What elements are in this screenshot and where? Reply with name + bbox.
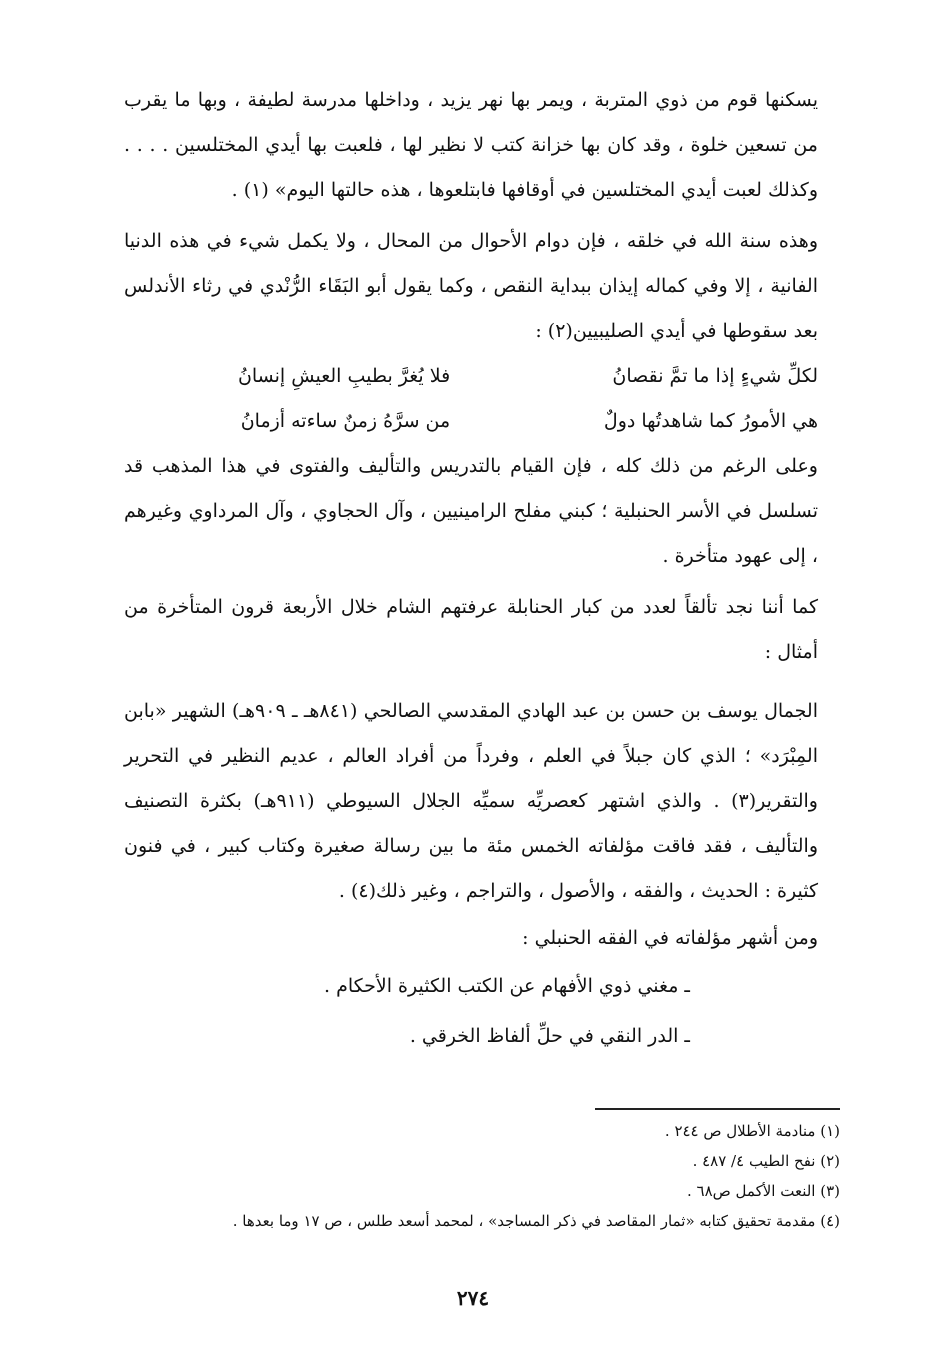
works-list-item: ـ مغني ذوي الأفهام عن الكتب الكثيرة الأحكام . [324,975,690,997]
poem-verse-1-second-hemistich: فلا يُغرَّ بطيبِ العيشِ إنسانُ [237,365,451,387]
works-list-item: ـ الدر النقي في حلِّ ألفاظ الخرقي . [409,1025,690,1047]
footnote-1: (١) منادمة الأطلال ص ٢٤٤ . [664,1122,840,1140]
paragraph-hanbali-scholars-intro: كما أننا نجد تألقاً لعدد من كبار الحنابلة عرفتهم الشام خلال الأربعة قرون المتأخرة من أمثال : [124,596,818,663]
works-list [124,961,818,1061]
paragraph-sunnat-allah: وهذه سنة الله في خلقه ، فإن دوام الأحوال من المحال ، ولا يكمل شيء في هذه الدنيا الفانية ، إلا وفي كماله إيذان ببداية النقص ، وكما يقول أبو البَقَاء الرُّنْدي في رثاء الأندلس بعد سقوطها في أيدي الصليبيين(٢) : [124,230,818,342]
poem-verse-1-first-hemistich: لكلِّ شيءٍ إذا ما تمَّ نقصانُ [612,365,818,387]
footnotes [120,1116,840,1236]
poem-rundi-elegy [124,354,818,444]
footnote-4: (٤) مقدمة تحقيق كتابه «ثمار المقاصد في ذكر المساجد» ، لمحمد أسعد طلس ، ص ١٧ وما بعدها . [232,1212,840,1230]
paragraph-works-heading: ومن أشهر مؤلفاته في الفقه الحنبلي : [522,927,818,949]
paragraph-hanbali-families: وعلى الرغم من ذلك كله ، فإن القيام بالتدريس والتأليف والفتوى في هذا المذهب قد تسلسل في الأسر الحنبلية ؛ كبني مفلح الرامينيين ، وآل الحجاوي ، وآل المرداوي وغيرهم ، إلى عهود متأخرة . [124,455,818,567]
poem-verse-2-first-hemistich: هي الأمورُ كما شاهدتُها دولٌ [603,410,818,432]
page-number: ٢٧٤ [456,1286,490,1310]
footnote-separator [595,1108,840,1110]
poem-verse-1 [124,354,818,399]
paragraph-madrasa-description: يسكنها قوم من ذوي المتربة ، ويمر بها نهر يزيد ، وداخلها مدرسة لطيفة ، وبها ما يقرب من تسعين خلوة ، وقد كان بها خزانة كتب لا نظير لها ، فلعبت بها أيدي المختلسين . . . . وكذلك لعبت أيدي المختلسين في أوقافها فابتلعوها ، هذه حالتها اليوم» (١) . [124,89,818,201]
paragraph-ibn-al-mibrad: الجمال يوسف بن حسن بن عبد الهادي المقدسي الصالحي (٨٤١هـ ـ ٩٠٩هـ) الشهير «بابن المِبْرَد» ؛ الذي كان جبلاً في العلم ، وفرداً من أفراد العالم ، عديم النظير في التحرير والتقرير(٣) . والذي اشتهر كعصريِّه سميِّه الجلال السيوطي (٩١١هـ) بكثرة التصنيف والتأليف ، فقد فاقت مؤلفاته الخمس مئة ما بين رسالة صغيرة وكتاب كبير ، في فنون كثيرة : الحديث ، والفقه ، والأصول ، والتراجم ، وغير ذلك(٤) . [124,700,819,902]
footnote-2: (٢) نفح الطيب ٤/ ٤٨٧ . [692,1152,840,1170]
footnote-3: (٣) النعت الأكمل ص٦٨ . [686,1182,840,1200]
poem-verse-2-second-hemistich: من سرَّهُ زمنٌ ساءته أزمانُ [240,410,451,432]
poem-verse-2 [124,399,818,444]
book-page-body [124,78,818,1061]
